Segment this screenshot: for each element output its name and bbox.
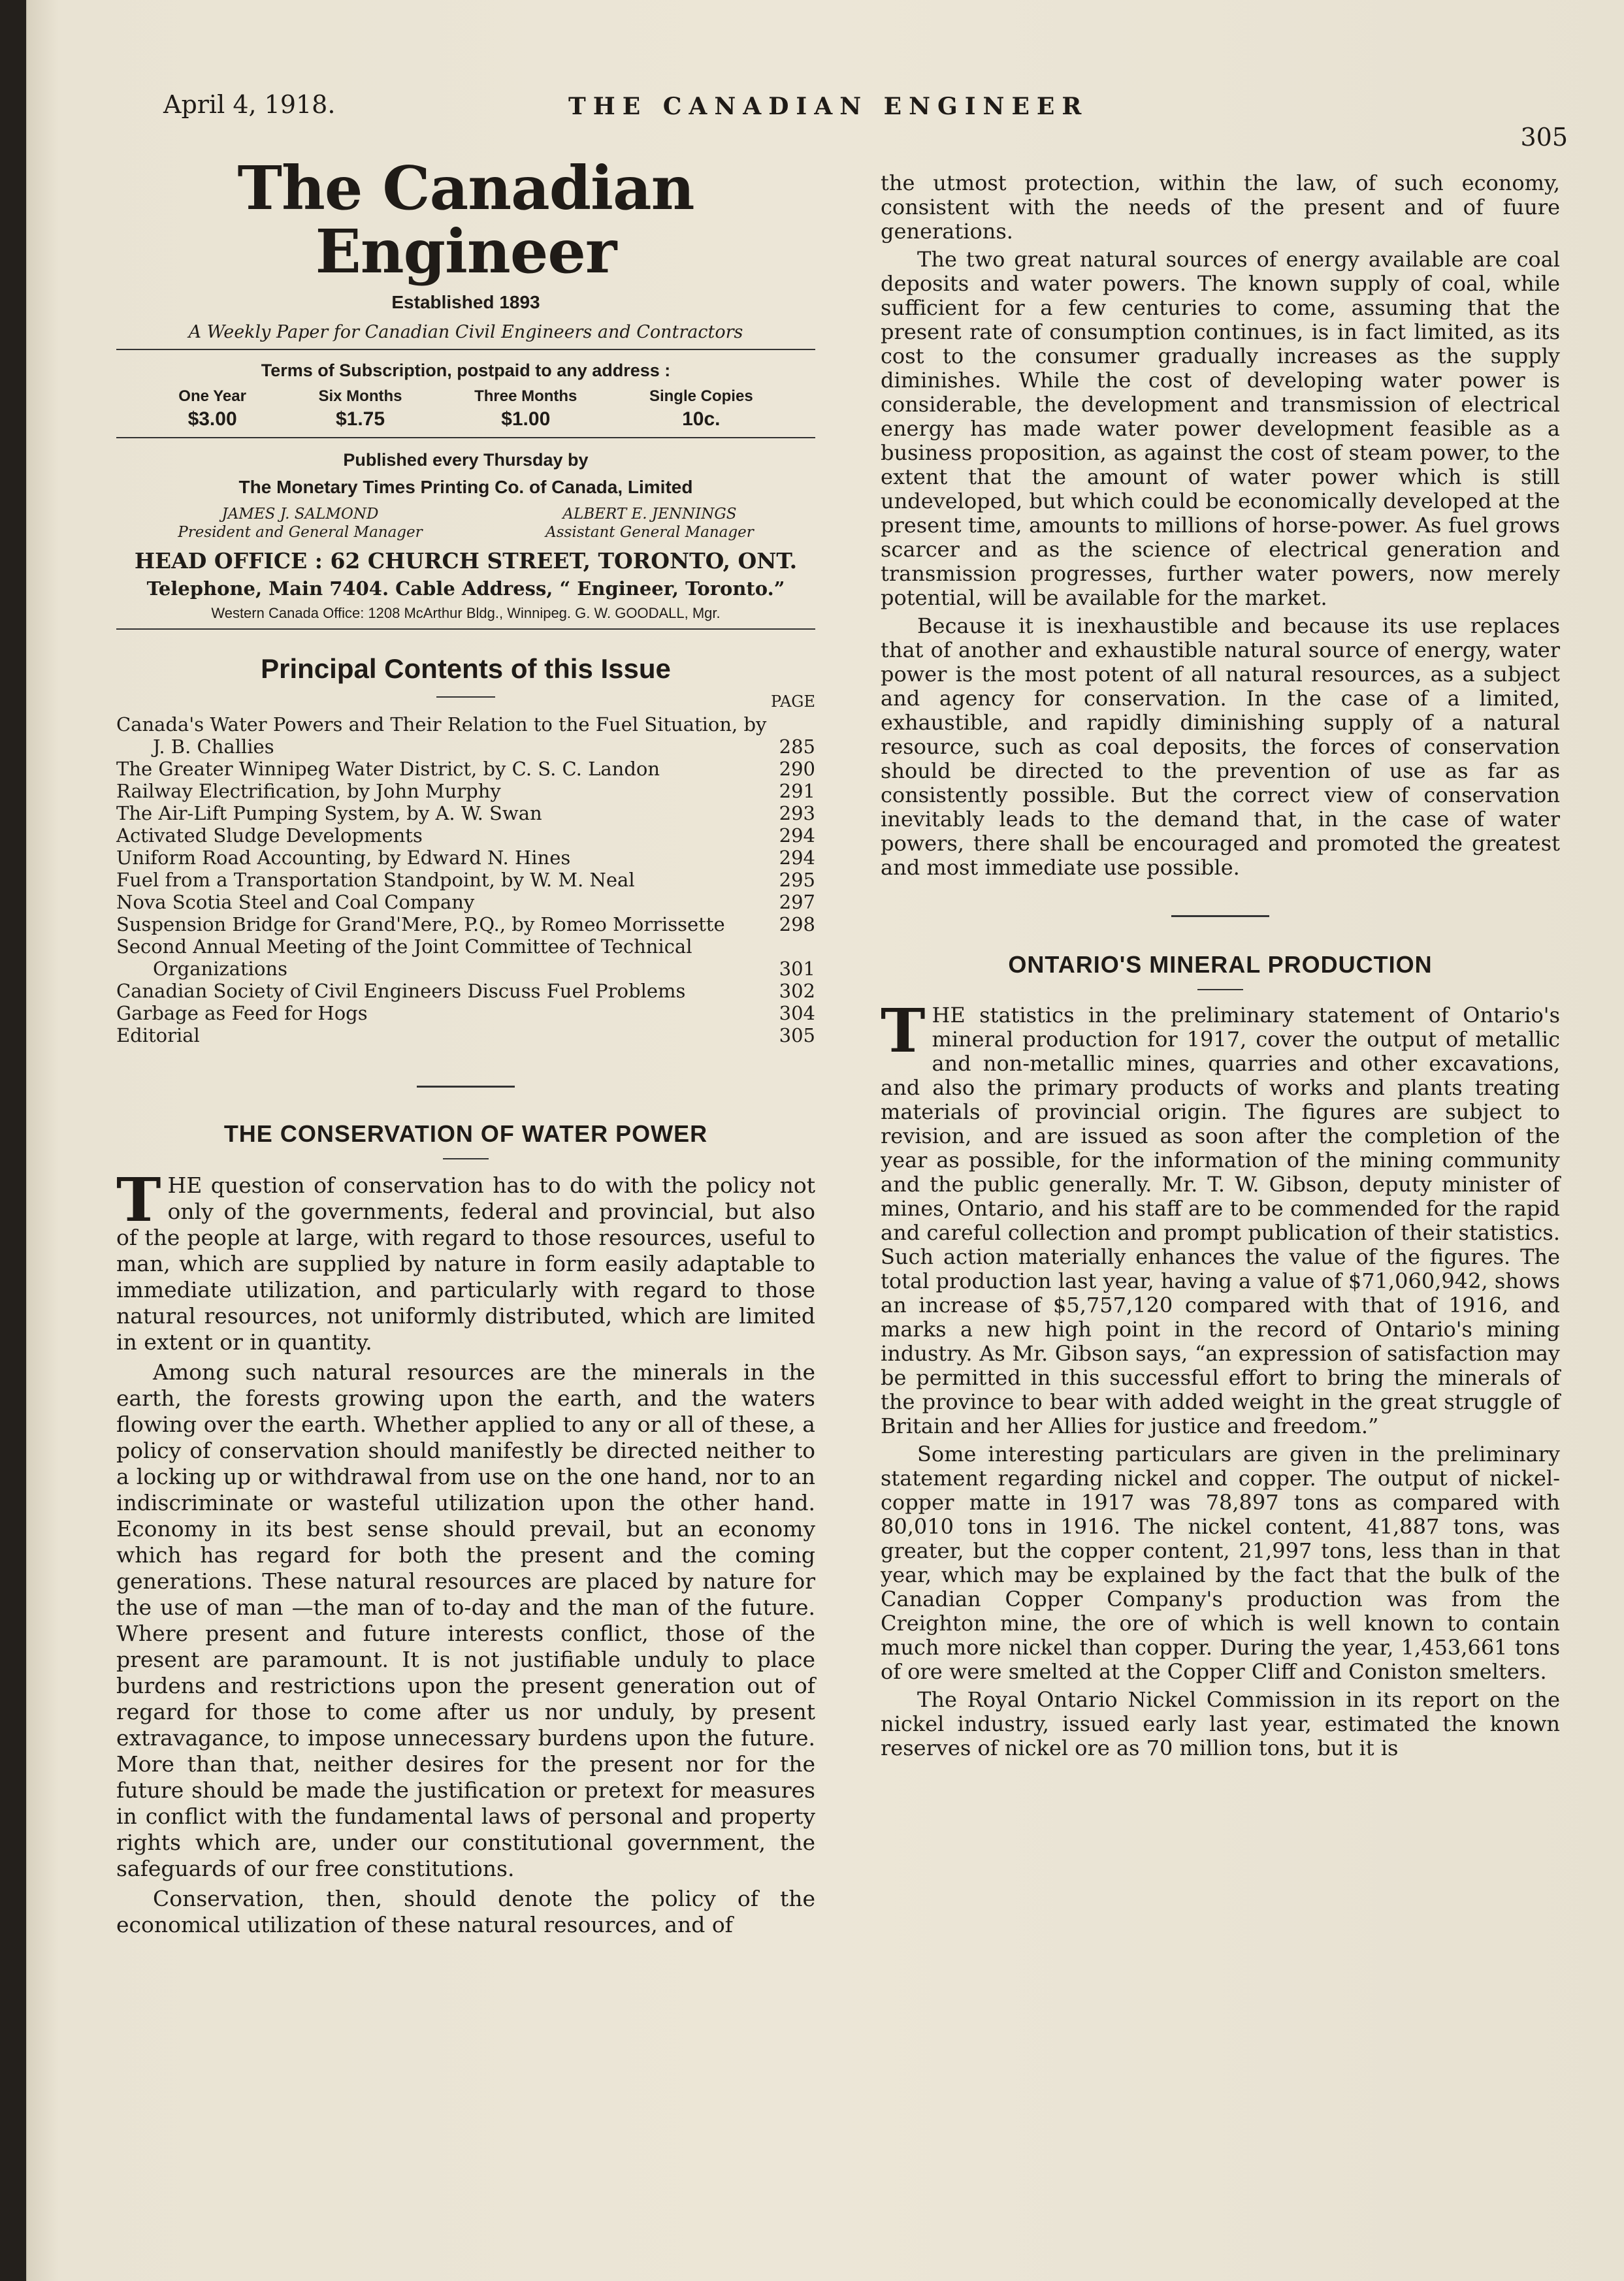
contents-item-page: 291 (779, 780, 815, 803)
contents-page-header: PAGE (771, 692, 815, 711)
running-head (163, 90, 1568, 152)
rule (116, 437, 815, 438)
rule (116, 349, 815, 350)
paragraph: The Royal Ontario Nickel Commission in its report on the nickel industry, issued early last year, estimated the known reserves of nickel ore as 70 million tons, but it is (881, 1687, 1560, 1760)
officer-assistant (545, 506, 754, 542)
contents-item (116, 913, 815, 935)
paragraph (881, 995, 1560, 1438)
contents-item-title: Suspension Bridge for Grand'Mere, P.Q., by Romeo Morrissette (116, 913, 725, 936)
contents-item-title: Second Annual Meeting of the Joint Committee of Technical Organizations (116, 935, 692, 980)
contents-item-page: 293 (779, 802, 815, 825)
price-label: Single Copies (649, 387, 753, 406)
contents-item-title: Railway Electrification, by John Murphy (116, 780, 501, 803)
contents-title: Principal Contents of this Issue (261, 653, 671, 685)
contents-item (116, 780, 815, 802)
paragraph-text: HE question of conservation has to do with the policy not only of the governments, federal and provincial, but also of the people at large, with regard to those resources, useful to man, which are supplied by nature in form easily adaptable to immediate utilization, and particularly with regard to those natural resources, not uniformly distributed, which are limited in extent or in quantity. (116, 1173, 815, 1355)
contents-list (116, 713, 815, 1046)
drop-cap: T (116, 1165, 161, 1236)
contents-item (116, 891, 815, 913)
article-title: THE CONSERVATION OF WATER POWER (223, 1120, 708, 1148)
contents-item-page: 295 (779, 869, 815, 892)
contents-item-page: 304 (779, 1002, 815, 1025)
price-label: Three Months (474, 387, 577, 406)
contents-item-title: Canada's Water Powers and Their Relation to the Fuel Situation, by J. B. Challies (116, 713, 767, 758)
article-body (881, 995, 1560, 1760)
contents-item-page: 297 (779, 891, 815, 914)
journal-name: THE CANADIAN ENGINEER (568, 93, 1089, 120)
section-divider (1171, 915, 1269, 917)
price-label: One Year (178, 387, 246, 406)
contents-item (116, 824, 815, 847)
telephone-line: Telephone, Main 7404. Cable Address, “ Engineer, Toronto.” (146, 577, 785, 600)
price-value: $1.00 (501, 408, 551, 430)
price-value: 10c. (682, 408, 721, 430)
contents-item (116, 935, 815, 980)
established-line: Established 1893 (391, 292, 540, 313)
paragraph: Some interesting particulars are given in the preliminary statement regarding nickel and copper. The output of nickel-copper matte in 1917 was 78,897 tons as compared with 80,010 tons in 1916. The nickel content, 41,887 tons, was greater, but the copper content, 21,997 tons, less than in that year, which may be explained by the fact that the bulk of the Canadian Copper Company's production was from the Creighton mine, the ore of which is well known to contain much more nickel than copper. During the year, 1,453,661 tons of ore were smelted at the Copper Cliff and Coniston smelters. (881, 1442, 1560, 1684)
article-title: ONTARIO'S MINERAL PRODUCTION (1008, 951, 1433, 978)
publisher-name: The Monetary Times Printing Co. of Canada, Limited (238, 477, 693, 498)
paragraph-text: HE statistics in the preliminary statement of Ontario's mineral production for 1917, cover the output of metallic and non-metallic mines, quarries and other excavations, and also the primary products of works and plants treating materials of provincial origin. The figures are subject to revision, and are issued as soon after the completion of the year as possible, for the information of the mining community and the public generally. Mr. T. W. Gibson, deputy minister of mines, Ontario, and his staff are to be commended for the rapid and careful collection and prompt publication of their statistics. Such action materially enhances the value of the figures. The total production last year, having a value of $71,060,942, shows an increase of $5,757,120 compared with that of 1916, and marks a new high point in the record of Ontario's mining industry. As Mr. Gibson says, “an expression of satisfaction may be permitted in this successful effort to bring the minerals of the province to bear with added weight in the great struggle of Britain and her Allies for justice and freedom.” (881, 1003, 1560, 1438)
contents-item (116, 758, 815, 780)
paragraph: The two great natural sources of energy available are coal deposits and water powers. The known supply of coal, while sufficient for a few centuries to come, assuming that the present rate of consumption continues, is in fact limited, as its cost to the consumer gradually increases as the supply diminishes. While the cost of developing water power is considerable, the development and transmission of electrical energy has made water power development feasible as a business proposition, as against the cost of steam power, to the extent that the amount of water power which is still undeveloped, but which could be economically developed at the present time, amounts to millions of horse-power. As fuel grows scarcer and as the science of electrical generation and transmission progresses, further water powers, now merely potential, will be available for the market. (881, 247, 1560, 610)
price-value: $1.75 (335, 408, 385, 430)
title-rule (443, 1158, 489, 1159)
paragraph: the utmost protection, within the law, of such economy, consistent with the needs of the present and of fuure generations. (881, 170, 1560, 244)
contents-item-page: 294 (779, 824, 815, 847)
contents-item-page: 285 (779, 736, 815, 758)
officer-name: ALBERT E. JENNINGS (562, 506, 737, 523)
article-water-power (116, 1120, 815, 1938)
price-value: $3.00 (187, 408, 237, 430)
masthead-title: The Canadian Engineer (237, 153, 694, 287)
contents-item-title: The Air-Lift Pumping System, by A. W. Swan (116, 802, 542, 825)
price-six-months (318, 387, 402, 430)
binding-gutter (0, 0, 26, 2281)
contents-item-title: Editorial (116, 1024, 200, 1047)
officers (116, 506, 815, 542)
price-single-copies (649, 387, 753, 430)
contents-item (116, 1002, 815, 1024)
western-office: Western Canada Office: 1208 McArthur Bldg., Winnipeg. G. W. GOODALL, Mgr. (211, 605, 721, 622)
drop-cap: T (881, 995, 926, 1066)
price-one-year (178, 387, 246, 430)
contents-item-page: 290 (779, 758, 815, 781)
contents-item-title: Activated Sludge Developments (116, 824, 423, 847)
left-column (116, 153, 815, 1942)
contents-item-title: The Greater Winnipeg Water District, by C. S. C. Landon (116, 758, 660, 781)
right-column (881, 171, 1560, 1764)
contents-item-page: 302 (779, 980, 815, 1003)
contents-item (116, 1024, 815, 1046)
paragraph: Among such natural resources are the minerals in the earth, the forests growing upon the earth, and the waters flowing over the earth. Whether applied to any or all of these, a policy of conservation should manifestly be directed neither to a locking up or withdrawal from use on the one hand, nor to an indiscriminate or wasteful utilization upon the other hand. Economy in its best sense should prevail, but an economy which has regard for both the present and the coming generations. These natural resources are placed by nature for the use of man —the man of to-day and the man of the future. Where present and future interests conflict, those of the present are paramount. It is not justifiable unduly to place burdens and restrictions upon the present generation out of regard for those to come after us nor unduly, by present extravagance, to impose unnecessary burdens upon the future. More than that, neither desires for the present nor for the future should be made the justification or pretext for measures in conflict with the fundamental laws of personal and property rights which are, under our constitutional government, the safeguards of our free constitutions. (116, 1359, 815, 1882)
contents-item-title: Canadian Society of Civil Engineers Discuss Fuel Problems (116, 980, 686, 1003)
head-office: HEAD OFFICE : 62 CHURCH STREET, TORONTO, ONT. (134, 548, 798, 574)
contents-item (116, 980, 815, 1002)
paragraph: Because it is inexhaustible and because its use replaces that of another and exhaustible natural source of energy, water power is the most potent of all natural resources, as a subject and agency for conservation. In the case of a limited, exhaustible, and rapidly diminishing supply of a natural resource, such as coal deposits, the forces of conservation should be directed to the prevention of use as far as consistently possible. But the correct view of conservation inevitably leads to the demand that, in the case of water powers, there shall be encouraged and promoted the greatest and most immediate use possible. (881, 613, 1560, 880)
price-three-months (474, 387, 577, 430)
rule (116, 628, 815, 630)
price-table (116, 387, 815, 430)
article-mineral-production (881, 951, 1560, 1760)
title-rule (1197, 989, 1243, 990)
contents (116, 653, 815, 1046)
article-continued (881, 171, 1560, 880)
page-number: 305 (1520, 123, 1568, 152)
published-line: Published every Thursday by (343, 450, 589, 470)
contents-item-title: Nova Scotia Steel and Coal Company (116, 891, 475, 914)
section-divider (417, 1086, 515, 1088)
contents-item-page: 294 (779, 847, 815, 869)
subscription-terms: Terms of Subscription, postpaid to any address : (261, 361, 671, 381)
tagline: A Weekly Paper for Canadian Civil Engineers and Contractors (188, 322, 743, 343)
contents-item (116, 713, 815, 758)
contents-item-page: 301 (779, 958, 815, 980)
officer-title: President and General Manager (178, 523, 423, 541)
issue-date: April 4, 1918. (163, 90, 336, 119)
contents-item-title: Garbage as Feed for Hogs (116, 1002, 368, 1025)
article-body (116, 1165, 815, 1938)
contents-item (116, 802, 815, 824)
officer-name: JAMES J. SALMOND (221, 506, 379, 523)
contents-item-page: 305 (779, 1024, 815, 1047)
contents-item (116, 869, 815, 891)
price-label: Six Months (318, 387, 402, 406)
contents-item-title: Uniform Road Accounting, by Edward N. Hines (116, 847, 571, 869)
contents-item-title: Fuel from a Transportation Standpoint, by W. M. Neal (116, 869, 635, 892)
officer-title: Assistant General Manager (545, 523, 754, 541)
contents-item-page: 298 (779, 913, 815, 936)
paragraph: Conservation, then, should denote the policy of the economical utilization of these natural resources, and of (116, 1886, 815, 1938)
contents-item (116, 847, 815, 869)
paragraph (116, 1165, 815, 1355)
officer-president (178, 506, 422, 542)
masthead (116, 153, 815, 630)
